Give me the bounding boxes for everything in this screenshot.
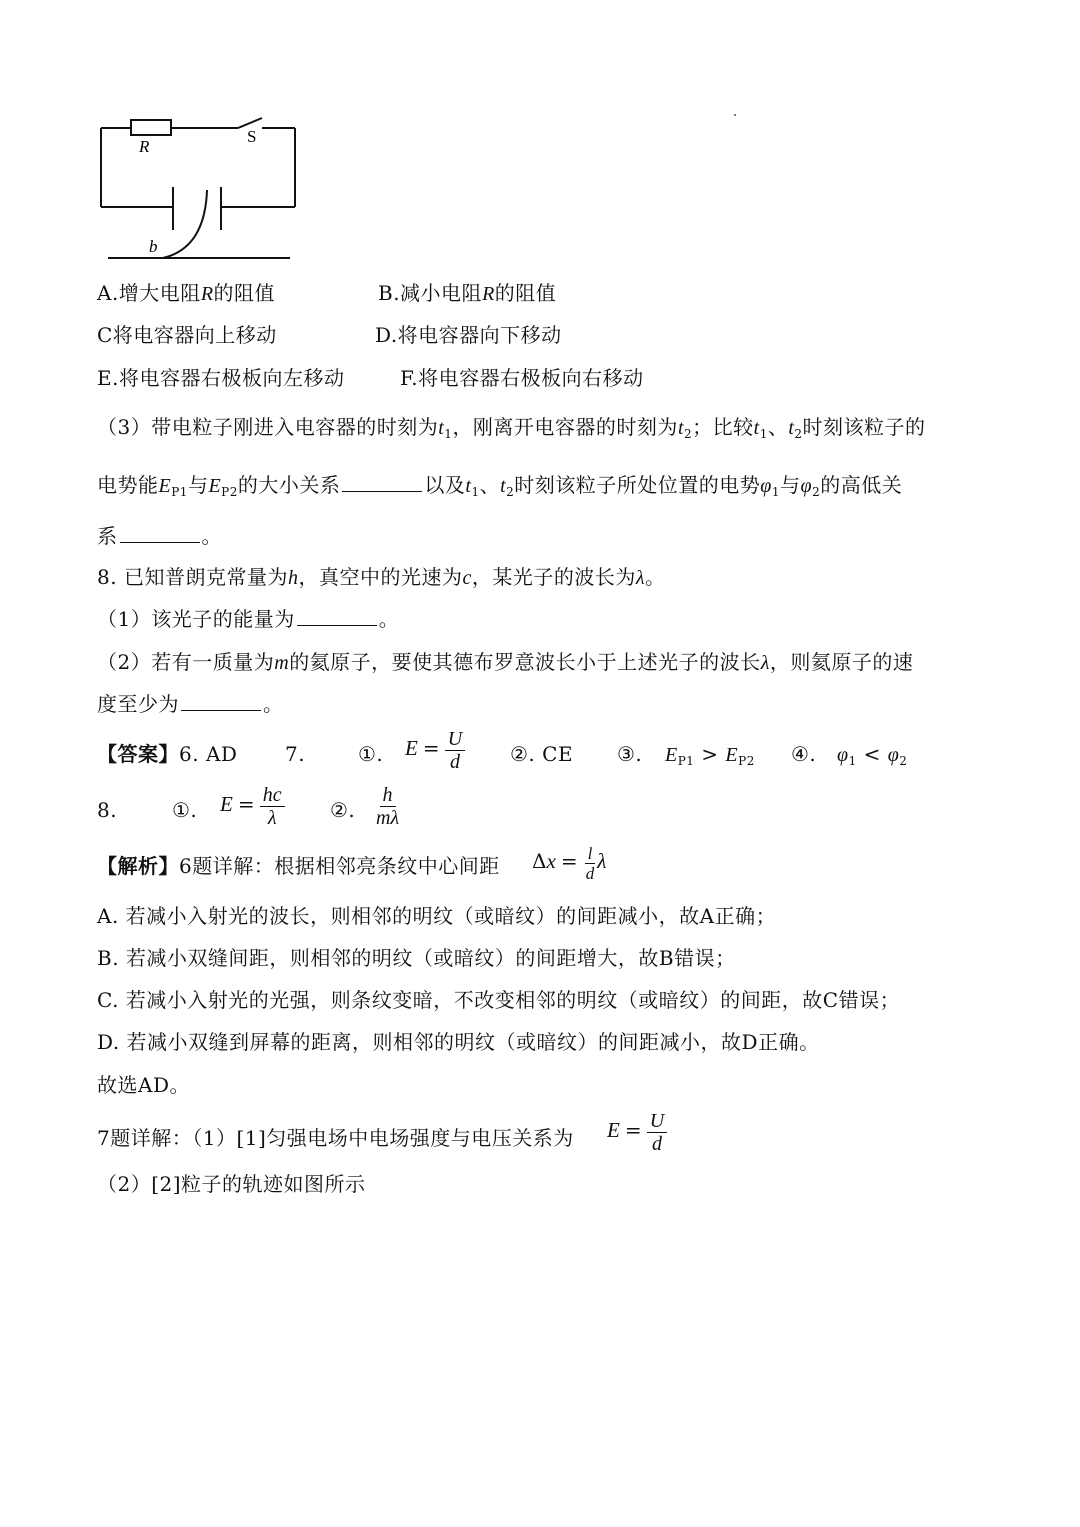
option-a: A.增大电阻R的阻值 xyxy=(97,281,276,305)
blank-potential[interactable] xyxy=(120,522,200,543)
answer-7-1-label: ①. xyxy=(358,742,384,766)
answer-row-1: 【答案】6. AD xyxy=(97,742,238,766)
answer-8-1-formula: E = $\frac{hc}{\lambda}$ xyxy=(220,784,285,829)
answer-7-1-formula: E = $\frac{U}{d}$ xyxy=(405,728,465,773)
option-c: C将电容器向上移动 xyxy=(97,323,277,347)
blank-photon-energy[interactable] xyxy=(297,605,377,626)
answer-7-2: ②. CE xyxy=(510,742,574,766)
option-d: D.将电容器向下移动 xyxy=(375,323,562,347)
particle-trajectory xyxy=(163,190,207,258)
answer-7-4-label: ④. xyxy=(791,742,817,766)
circuit-diagram xyxy=(90,110,310,265)
resistor xyxy=(131,120,171,135)
analysis-a: A. 若减小入射光的波长，则相邻的明纹（或暗纹）的间距减小，故A正确； xyxy=(97,904,777,928)
blank-energy[interactable] xyxy=(342,471,422,492)
answer-8-2-label: ②. xyxy=(330,798,356,822)
fringe-spacing-formula: Δx = $\frac{l}{d}$ λ xyxy=(532,844,607,883)
analysis-d: D. 若减小双缝到屏幕的距离，则相邻的明纹（或暗纹）的间距减小，故D正确。 xyxy=(97,1030,820,1054)
blank-speed[interactable] xyxy=(181,690,261,711)
label-S: S xyxy=(247,127,257,146)
analysis-intro: 【解析】6题详解：根据相邻亮条纹中心间距 xyxy=(97,854,500,878)
analysis-q7-1: 7题详解：（1）[1]匀强电场中电场强度与电压关系为 xyxy=(97,1126,574,1150)
answer-7-3-formula: $E_{P1} > E_{P2}$ xyxy=(665,742,755,768)
answer-8-2-formula: $\frac{h}{m\lambda}$ xyxy=(376,784,400,829)
option-f: F.将电容器右极板向右移动 xyxy=(400,366,644,390)
analysis-b: B. 若减小双缝间距，则相邻的明纹（或暗纹）的间距增大，故B错误； xyxy=(97,946,736,970)
answer-7-3-label: ③. xyxy=(617,742,643,766)
field-strength-formula: E = $\frac{U}{d}$ xyxy=(607,1110,667,1155)
q7-3-line3: 系 。 xyxy=(97,524,222,548)
analysis-q7-2: （2）[2]粒子的轨迹如图所示 xyxy=(97,1172,366,1196)
analysis-select: 故选AD。 xyxy=(97,1073,190,1097)
answer-8: 8. xyxy=(97,798,118,822)
q7-3-line1: （3）带电粒子刚进入电容器的时刻为$t_1$，刚离开电容器的时刻为$t_2$；比较$t_1$、$t_2$时刻该粒子的 xyxy=(97,415,926,441)
q7-3-line2: 电势能$E_{P1}$与$E_{P2}$的大小关系 以及$t_1$、$t_2$时刻该粒子所处位置的电势$\varphi_1$与$\varphi_2$的高低关 xyxy=(97,473,903,499)
option-e: E.将电容器右极板向左移动 xyxy=(97,366,345,390)
answer-7: 7. xyxy=(285,742,306,766)
q8-line4: 度至少为 。 xyxy=(97,692,284,716)
q8-line1: 8. 已知普朗克常量为h，真空中的光速为c，某光子的波长为λ。 xyxy=(97,565,666,589)
answer-7-4-formula: $\varphi_1 < \varphi_2$ xyxy=(837,742,908,768)
option-b: B.减小电阻R的阻值 xyxy=(378,281,557,305)
analysis-c: C. 若减小入射光的光强，则条纹变暗，不改变相邻的明纹（或暗纹）的间距，故C错误； xyxy=(97,988,901,1012)
q8-line3: （2）若有一质量为m的氦原子，要使其德布罗意波长小于上述光子的波长λ，则氦原子的速 xyxy=(97,650,914,674)
q8-line2: （1）该光子的能量为 。 xyxy=(97,607,400,631)
answer-8-1-label: ①. xyxy=(172,798,198,822)
label-R: R xyxy=(139,137,150,156)
speck-dot xyxy=(734,114,736,116)
label-b: b xyxy=(149,237,158,256)
